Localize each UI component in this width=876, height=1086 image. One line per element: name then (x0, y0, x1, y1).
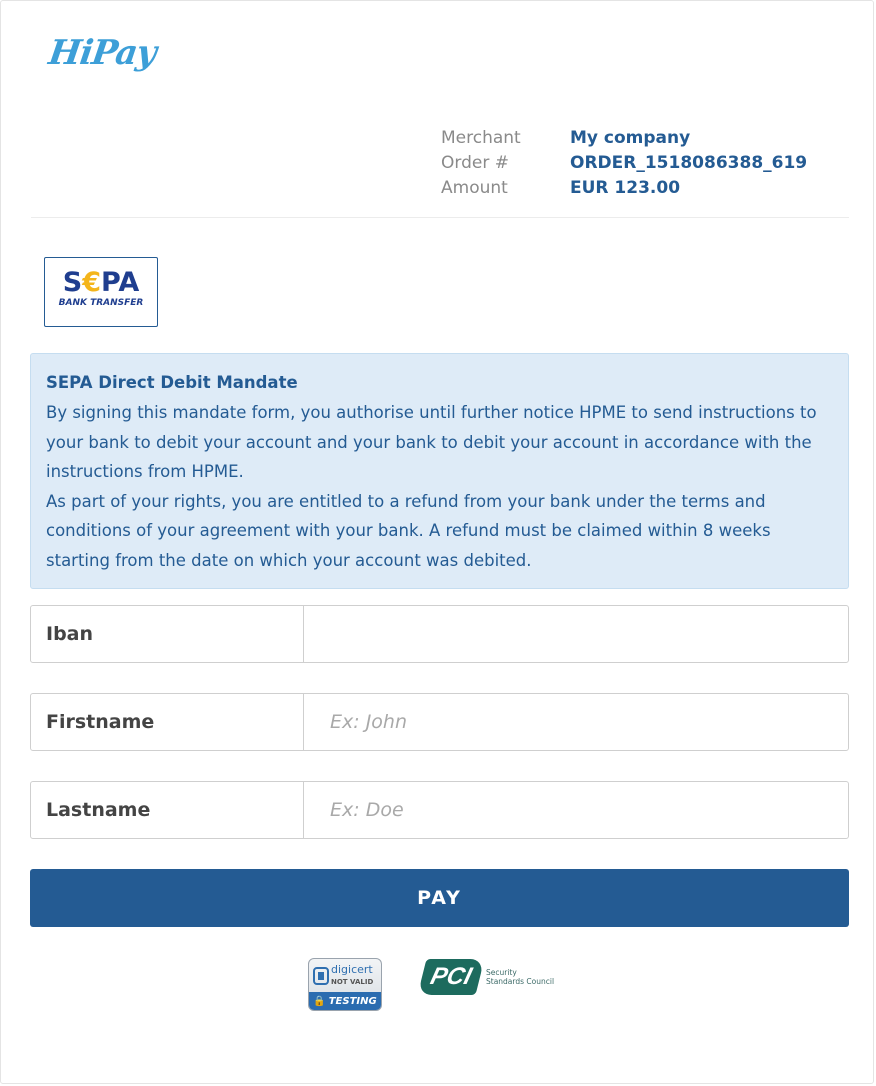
order-summary (441, 126, 807, 201)
sepa-logo (44, 257, 158, 327)
hipay-logo: HiPay (46, 33, 159, 73)
mandate-paragraph-rights: As part of your rights, you are entitled to a refund from your bank under the terms and conditions of your agreement with your bank. A refund must be claimed within 8 weeks starting from the date on which your account was debited. (46, 491, 771, 570)
merchant-label: Merchant (441, 128, 521, 148)
sepa-mandate-box (30, 353, 849, 589)
sepa-logo-subtitle: BANK TRANSFER (58, 298, 144, 308)
merchant-value: My company (570, 128, 691, 148)
amount-row (441, 176, 807, 201)
lastname-input[interactable] (304, 782, 848, 838)
sepa-logo-word (45, 268, 157, 298)
digicert-mode: TESTING (328, 996, 377, 1007)
digicert-text (331, 964, 373, 988)
digicert-status: NOT VALID (331, 977, 374, 986)
iban-label: Iban (31, 606, 304, 662)
sepa-logo-s: S (62, 267, 83, 298)
firstname-label: Firstname (31, 694, 304, 750)
pci-badge[interactable] (422, 957, 556, 997)
lastname-label: Lastname (31, 782, 304, 838)
digicert-seal-icon (313, 966, 329, 986)
iban-input[interactable] (304, 606, 848, 662)
pci-council-text: Security Standards Council (486, 968, 555, 986)
order-label: Order # (441, 153, 509, 173)
order-row (441, 151, 807, 176)
lastname-field-group (30, 781, 849, 839)
digicert-testing-bar (309, 992, 381, 1011)
sepa-logo-pa: PA (101, 267, 140, 298)
mandate-title: SEPA Direct Debit Mandate (46, 373, 298, 392)
iban-field-group (30, 605, 849, 663)
euro-icon: € (82, 267, 102, 298)
order-value: ORDER_1518086388_619 (570, 153, 808, 173)
digicert-brand: digicert (331, 962, 373, 976)
pci-logo-mark: PCI (418, 959, 485, 995)
digicert-badge[interactable] (308, 958, 382, 1011)
firstname-field-group (30, 693, 849, 751)
firstname-input[interactable] (304, 694, 848, 750)
mandate-paragraph-authorisation: By signing this mandate form, you authorise until further notice HPME to send instructions to your bank to debit your account and your bank to debit your account in accordance with the instructions from HPME. (46, 403, 817, 481)
digicert-badge-top (309, 959, 381, 992)
header-divider (31, 217, 849, 218)
merchant-row (441, 126, 807, 151)
amount-label: Amount (441, 178, 508, 198)
pay-button[interactable]: PAY (30, 869, 849, 927)
lock-icon: 🔒 (313, 996, 326, 1007)
amount-value: EUR 123.00 (570, 178, 681, 198)
